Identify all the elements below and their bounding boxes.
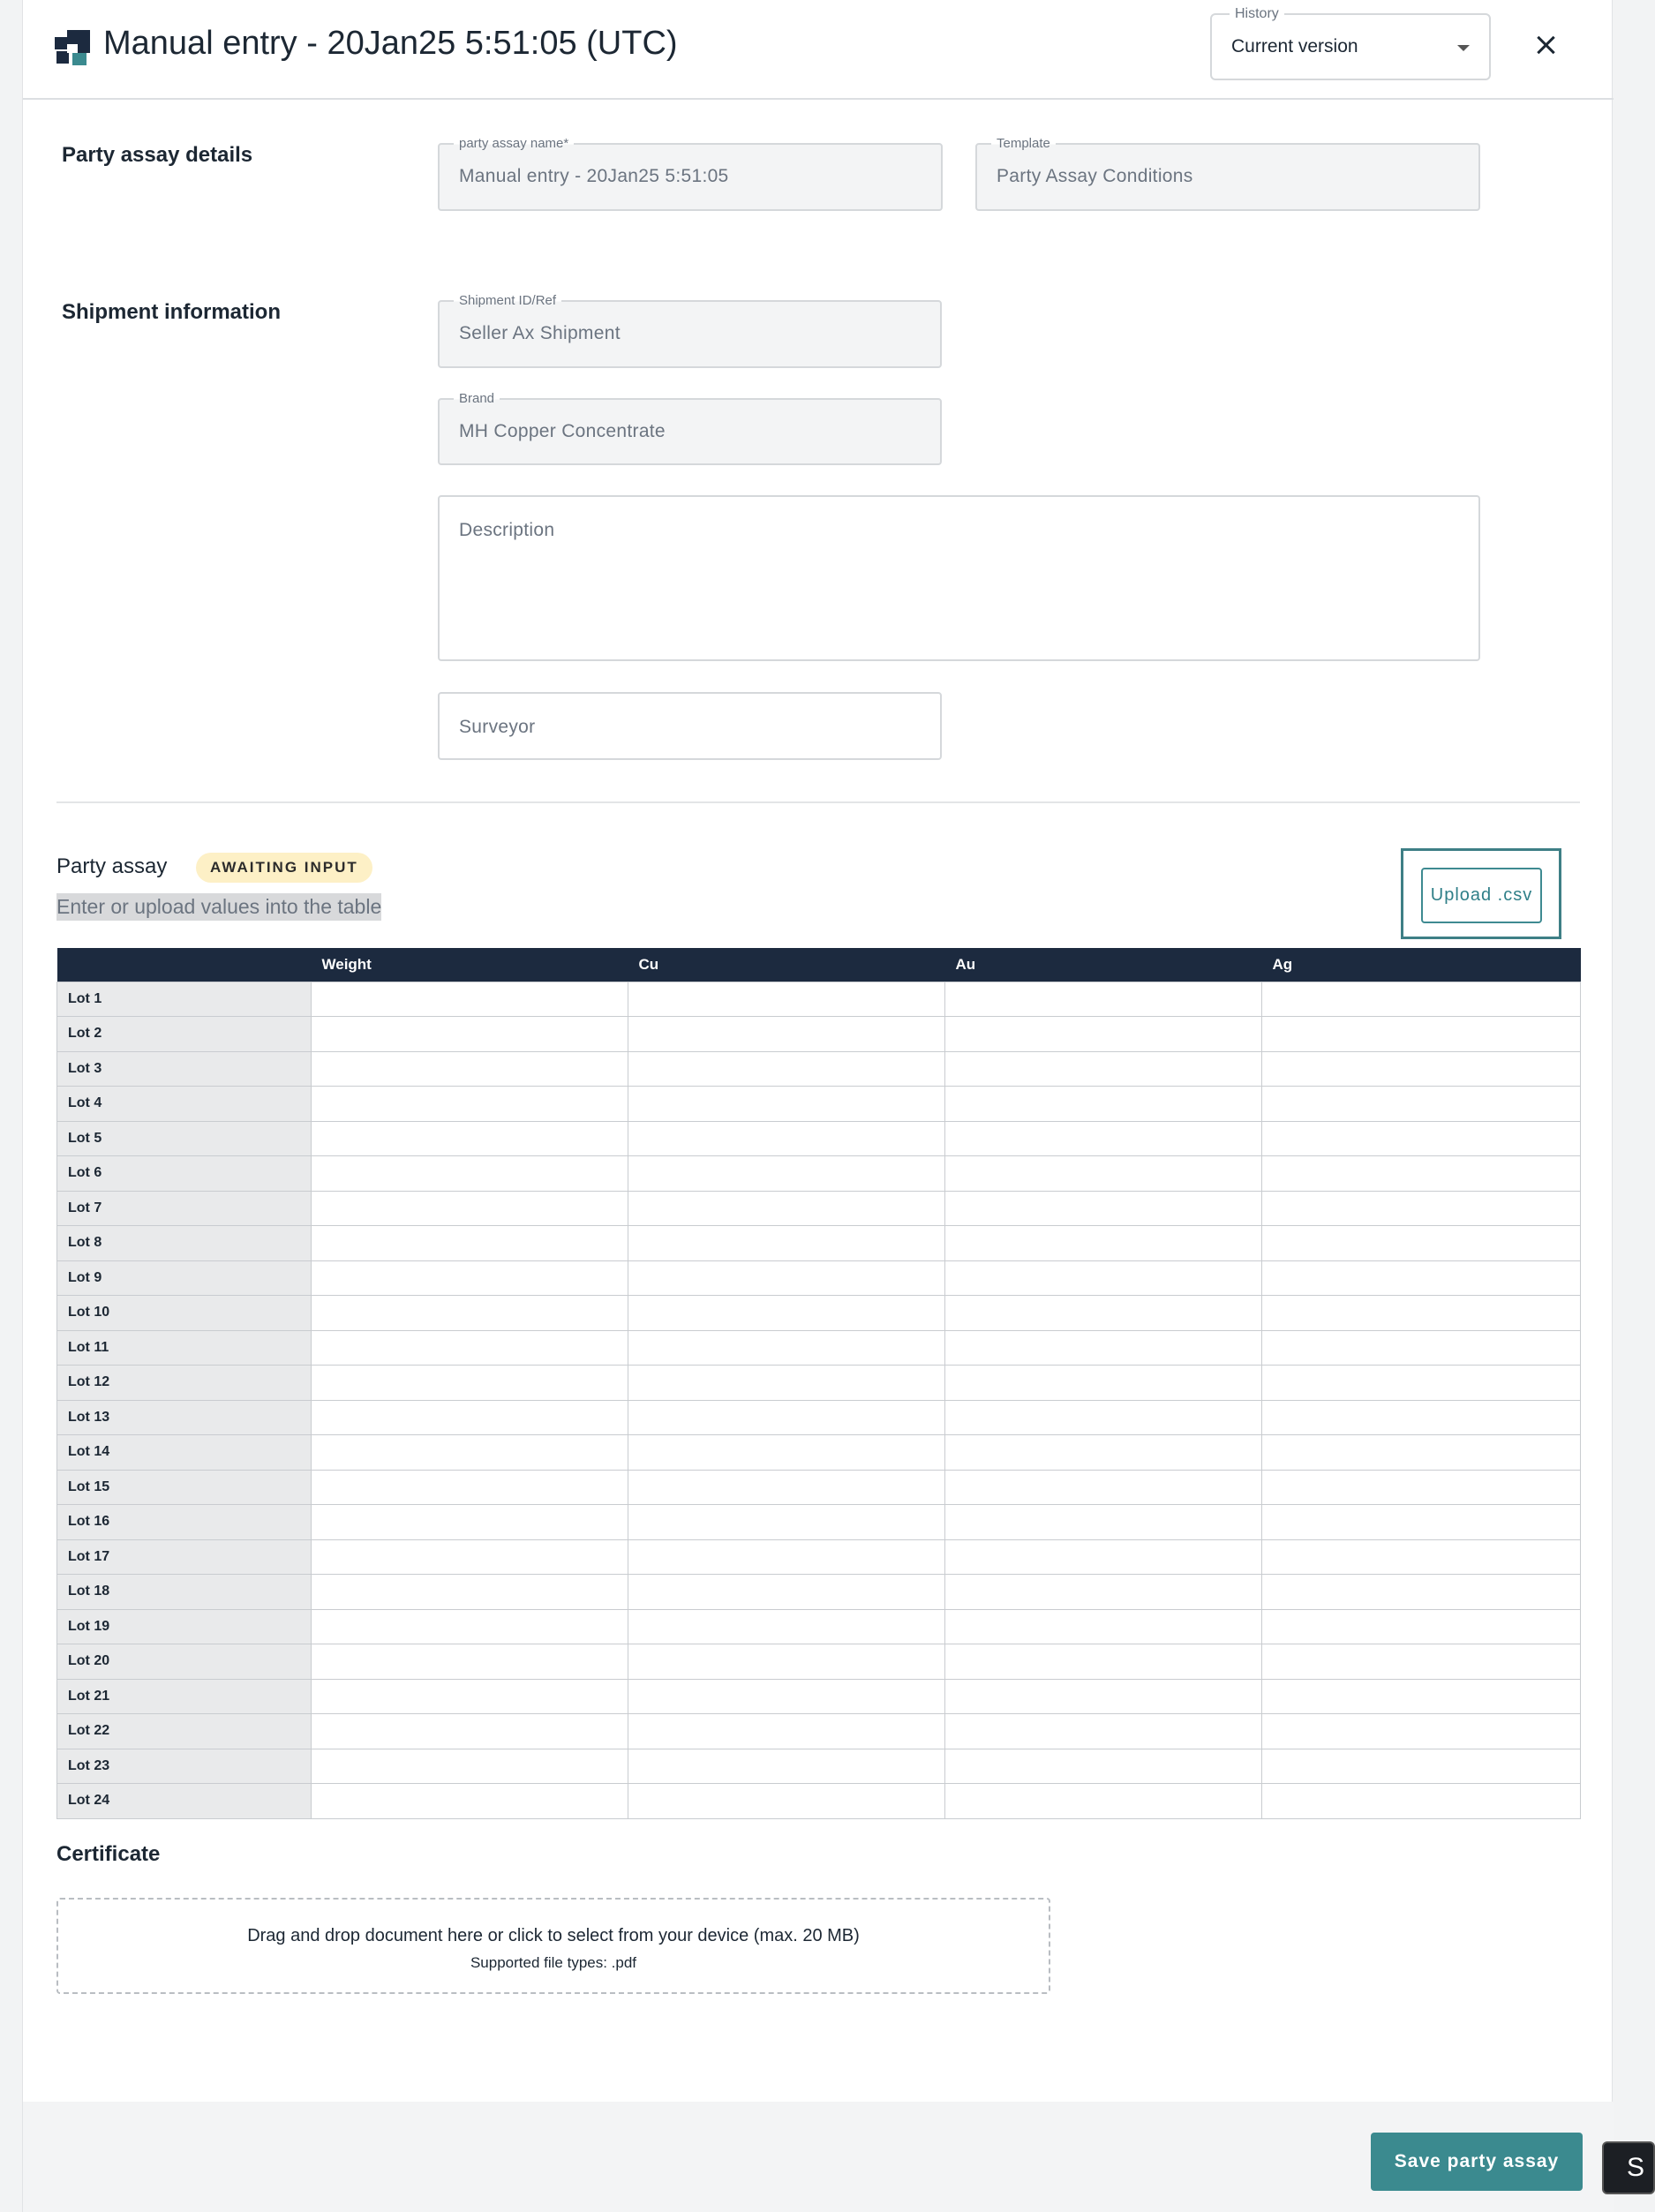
assay-cell-cu[interactable]	[628, 1191, 945, 1226]
table-row	[57, 1435, 1581, 1471]
assay-cell-ag[interactable]	[1262, 1121, 1581, 1156]
assay-cell-weight[interactable]	[312, 1330, 628, 1366]
description-field[interactable]	[438, 495, 1480, 661]
template-value: Party Assay Conditions	[997, 166, 1193, 186]
template-label: Template	[991, 136, 1056, 151]
table-row	[57, 1749, 1581, 1784]
assay-cell-weight[interactable]	[312, 1714, 628, 1749]
assay-cell-weight[interactable]	[312, 1470, 628, 1505]
table-row	[57, 1051, 1581, 1087]
assay-cell-ag[interactable]	[1262, 1366, 1581, 1401]
assay-cell-cu[interactable]	[628, 1749, 945, 1784]
brand-label: Brand	[454, 391, 500, 406]
assay-cell-weight[interactable]	[312, 1226, 628, 1261]
shipment-section-title: Shipment information	[62, 300, 281, 324]
assay-cell-ag[interactable]	[1262, 1505, 1581, 1540]
table-row	[57, 1191, 1581, 1226]
assay-cell-cu[interactable]	[628, 1121, 945, 1156]
row-header-lot: Lot 12	[57, 1366, 312, 1401]
assay-cell-cu[interactable]	[628, 1714, 945, 1749]
row-header-lot: Lot 8	[57, 1226, 312, 1261]
assay-cell-au[interactable]	[945, 1609, 1262, 1644]
table-row	[57, 1260, 1581, 1296]
assay-cell-weight[interactable]	[312, 1121, 628, 1156]
column-header-weight: Weight	[312, 948, 628, 982]
assay-cell-cu[interactable]	[628, 1366, 945, 1401]
assay-cell-ag[interactable]	[1262, 1330, 1581, 1366]
row-header-lot: Lot 22	[57, 1714, 312, 1749]
assay-cell-cu[interactable]	[628, 1330, 945, 1366]
table-row	[57, 1296, 1581, 1331]
assay-cell-weight[interactable]	[312, 1400, 628, 1435]
assay-cell-weight[interactable]	[312, 1784, 628, 1819]
assay-cell-au[interactable]	[945, 1470, 1262, 1505]
assay-cell-au[interactable]	[945, 1121, 1262, 1156]
assay-cell-weight[interactable]	[312, 1505, 628, 1540]
surveyor-placeholder: Surveyor	[459, 717, 536, 737]
table-row	[57, 1539, 1581, 1575]
assay-cell-weight[interactable]	[312, 1260, 628, 1296]
table-row	[57, 1156, 1581, 1192]
assay-cell-au[interactable]	[945, 1226, 1262, 1261]
panel-footer	[23, 2102, 1614, 2212]
assay-cell-au[interactable]	[945, 1191, 1262, 1226]
party-assay-name-value: Manual entry - 20Jan25 5:51:05	[459, 166, 729, 186]
assay-cell-cu[interactable]	[628, 1470, 945, 1505]
assay-cell-ag[interactable]	[1262, 1296, 1581, 1331]
assay-cell-ag[interactable]	[1262, 1539, 1581, 1575]
assay-cell-cu[interactable]	[628, 1575, 945, 1610]
assay-cell-au[interactable]	[945, 1156, 1262, 1192]
assay-cell-cu[interactable]	[628, 1505, 945, 1540]
certificate-dropzone[interactable]	[56, 1898, 1050, 1994]
assay-cell-ag[interactable]	[1262, 1051, 1581, 1087]
dropzone-text: Drag and drop document here or click to select from your device (max. 20 MB)	[247, 1926, 860, 1945]
assay-cell-ag[interactable]	[1262, 1400, 1581, 1435]
row-header-lot: Lot 18	[57, 1575, 312, 1610]
assay-cell-weight[interactable]	[312, 1644, 628, 1680]
row-header-lot: Lot 6	[57, 1156, 312, 1192]
corner-header-cell	[57, 948, 312, 982]
assay-cell-cu[interactable]	[628, 1017, 945, 1052]
assay-cell-cu[interactable]	[628, 1679, 945, 1714]
history-select[interactable]	[1210, 6, 1491, 80]
assay-cell-ag[interactable]	[1262, 1575, 1581, 1610]
row-header-lot: Lot 7	[57, 1191, 312, 1226]
dropzone-file-types: Supported file types: .pdf	[470, 1954, 637, 1971]
edge-button[interactable]: S	[1602, 2141, 1655, 2194]
status-badge: AWAITING INPUT	[196, 853, 372, 883]
assay-cell-weight[interactable]	[312, 1017, 628, 1052]
assay-cell-weight[interactable]	[312, 1191, 628, 1226]
assay-cell-au[interactable]	[945, 1330, 1262, 1366]
template-field	[975, 136, 1480, 211]
row-header-lot: Lot 3	[57, 1051, 312, 1087]
column-header-cu: Cu	[628, 948, 945, 982]
assay-cell-cu[interactable]	[628, 1051, 945, 1087]
assay-cell-ag[interactable]	[1262, 1191, 1581, 1226]
assay-cell-weight[interactable]	[312, 1749, 628, 1784]
section-divider	[56, 801, 1580, 803]
table-row	[57, 1366, 1581, 1401]
history-value: Current version	[1231, 36, 1358, 56]
close-icon[interactable]	[1533, 32, 1560, 58]
table-row	[57, 1017, 1581, 1052]
table-header-row	[57, 948, 1581, 982]
description-placeholder: Description	[459, 520, 555, 540]
row-header-lot: Lot 1	[57, 982, 312, 1017]
assay-cell-au[interactable]	[945, 982, 1262, 1017]
app-logo-icon	[55, 30, 90, 65]
assay-cell-ag[interactable]	[1262, 1784, 1581, 1819]
assay-cell-cu[interactable]	[628, 1260, 945, 1296]
assay-cell-cu[interactable]	[628, 1609, 945, 1644]
assay-cell-au[interactable]	[945, 1714, 1262, 1749]
assay-cell-au[interactable]	[945, 1784, 1262, 1819]
assay-cell-weight[interactable]	[312, 1435, 628, 1471]
assay-cell-cu[interactable]	[628, 1435, 945, 1471]
assay-cell-au[interactable]	[945, 1749, 1262, 1784]
assay-cell-ag[interactable]	[1262, 1435, 1581, 1471]
assay-cell-ag[interactable]	[1262, 1609, 1581, 1644]
assay-cell-weight[interactable]	[312, 1609, 628, 1644]
assay-cell-ag[interactable]	[1262, 1017, 1581, 1052]
party-assay-subtitle: Enter or upload values into the table	[56, 893, 381, 921]
row-header-lot: Lot 19	[57, 1609, 312, 1644]
assay-cell-weight[interactable]	[312, 1366, 628, 1401]
chevron-down-icon	[1457, 45, 1470, 51]
assay-cell-au[interactable]	[945, 1260, 1262, 1296]
row-header-lot: Lot 4	[57, 1087, 312, 1122]
assay-cell-ag[interactable]	[1262, 1714, 1581, 1749]
assay-cell-cu[interactable]	[628, 1784, 945, 1819]
row-header-lot: Lot 14	[57, 1435, 312, 1471]
row-header-lot: Lot 20	[57, 1644, 312, 1680]
history-label: History	[1230, 6, 1284, 22]
brand-field	[438, 391, 942, 465]
party-assay-name-label: party assay name*	[454, 136, 574, 151]
assay-cell-au[interactable]	[945, 1087, 1262, 1122]
surveyor-field[interactable]	[438, 692, 942, 760]
row-header-lot: Lot 17	[57, 1539, 312, 1575]
row-header-lot: Lot 2	[57, 1017, 312, 1052]
row-header-lot: Lot 15	[57, 1470, 312, 1505]
column-header-ag: Ag	[1262, 948, 1581, 982]
party-assay-title: Party assay	[56, 854, 168, 878]
assay-cell-ag[interactable]	[1262, 1679, 1581, 1714]
party-assay-name-field	[438, 136, 943, 211]
assay-cell-au[interactable]	[945, 1644, 1262, 1680]
shipment-id-field	[438, 293, 942, 368]
save-party-assay-button[interactable]: Save party assay	[1371, 2133, 1583, 2191]
assay-cell-weight[interactable]	[312, 982, 628, 1017]
table-row	[57, 1679, 1581, 1714]
assay-cell-weight[interactable]	[312, 1575, 628, 1610]
assay-cell-cu[interactable]	[628, 1296, 945, 1331]
assay-cell-weight[interactable]	[312, 1539, 628, 1575]
row-header-lot: Lot 11	[57, 1330, 312, 1366]
table-row	[57, 1470, 1581, 1505]
row-header-lot: Lot 5	[57, 1121, 312, 1156]
row-header-lot: Lot 13	[57, 1400, 312, 1435]
table-row	[57, 1644, 1581, 1680]
table-row	[57, 1121, 1581, 1156]
assay-cell-weight[interactable]	[312, 1296, 628, 1331]
assay-cell-cu[interactable]	[628, 1087, 945, 1122]
panel-header	[23, 0, 1614, 100]
assay-cell-cu[interactable]	[628, 1400, 945, 1435]
assay-cell-au[interactable]	[945, 1575, 1262, 1610]
assay-cell-weight[interactable]	[312, 1051, 628, 1087]
certificate-title: Certificate	[56, 1842, 161, 1866]
assay-cell-cu[interactable]	[628, 1644, 945, 1680]
assay-cell-cu[interactable]	[628, 1539, 945, 1575]
assay-cell-cu[interactable]	[628, 1226, 945, 1261]
assay-cell-ag[interactable]	[1262, 1644, 1581, 1680]
assay-cell-weight[interactable]	[312, 1156, 628, 1192]
table-row	[57, 1330, 1581, 1366]
row-header-lot: Lot 21	[57, 1679, 312, 1714]
assay-cell-au[interactable]	[945, 1505, 1262, 1540]
row-header-lot: Lot 23	[57, 1749, 312, 1784]
table-row	[57, 1609, 1581, 1644]
assay-cell-weight[interactable]	[312, 1087, 628, 1122]
assay-cell-au[interactable]	[945, 1017, 1262, 1052]
assay-table	[56, 948, 1581, 1819]
upload-focus-ring	[1401, 848, 1561, 939]
party-assay-panel	[22, 0, 1613, 2212]
table-row	[57, 982, 1581, 1017]
assay-cell-ag[interactable]	[1262, 1156, 1581, 1192]
assay-cell-au[interactable]	[945, 1366, 1262, 1401]
row-header-lot: Lot 10	[57, 1296, 312, 1331]
shipment-id-label: Shipment ID/Ref	[454, 293, 561, 308]
table-row	[57, 1784, 1581, 1819]
row-header-lot: Lot 24	[57, 1784, 312, 1819]
table-row	[57, 1505, 1581, 1540]
assay-cell-cu[interactable]	[628, 982, 945, 1017]
shipment-id-value: Seller Ax Shipment	[459, 323, 621, 343]
assay-cell-ag[interactable]	[1262, 1226, 1581, 1261]
assay-cell-cu[interactable]	[628, 1156, 945, 1192]
assay-cell-ag[interactable]	[1262, 1087, 1581, 1122]
assay-cell-au[interactable]	[945, 1400, 1262, 1435]
table-row	[57, 1575, 1581, 1610]
upload-csv-button[interactable]: Upload .csv	[1421, 868, 1542, 923]
details-section-title: Party assay details	[62, 143, 253, 167]
table-row	[57, 1087, 1581, 1122]
assay-cell-ag[interactable]	[1262, 1749, 1581, 1784]
assay-cell-weight[interactable]	[312, 1679, 628, 1714]
assay-cell-au[interactable]	[945, 1539, 1262, 1575]
row-header-lot: Lot 16	[57, 1505, 312, 1540]
table-row	[57, 1400, 1581, 1435]
assay-cell-ag[interactable]	[1262, 982, 1581, 1017]
table-row	[57, 1714, 1581, 1749]
table-row	[57, 1226, 1581, 1261]
column-header-au: Au	[945, 948, 1262, 982]
assay-cell-au[interactable]	[945, 1679, 1262, 1714]
assay-cell-au[interactable]	[945, 1435, 1262, 1471]
brand-value: MH Copper Concentrate	[459, 421, 666, 441]
assay-cell-ag[interactable]	[1262, 1470, 1581, 1505]
page-title: Manual entry - 20Jan25 5:51:05 (UTC)	[103, 25, 678, 62]
row-header-lot: Lot 9	[57, 1260, 312, 1296]
assay-cell-ag[interactable]	[1262, 1260, 1581, 1296]
assay-cell-au[interactable]	[945, 1296, 1262, 1331]
assay-cell-au[interactable]	[945, 1051, 1262, 1087]
